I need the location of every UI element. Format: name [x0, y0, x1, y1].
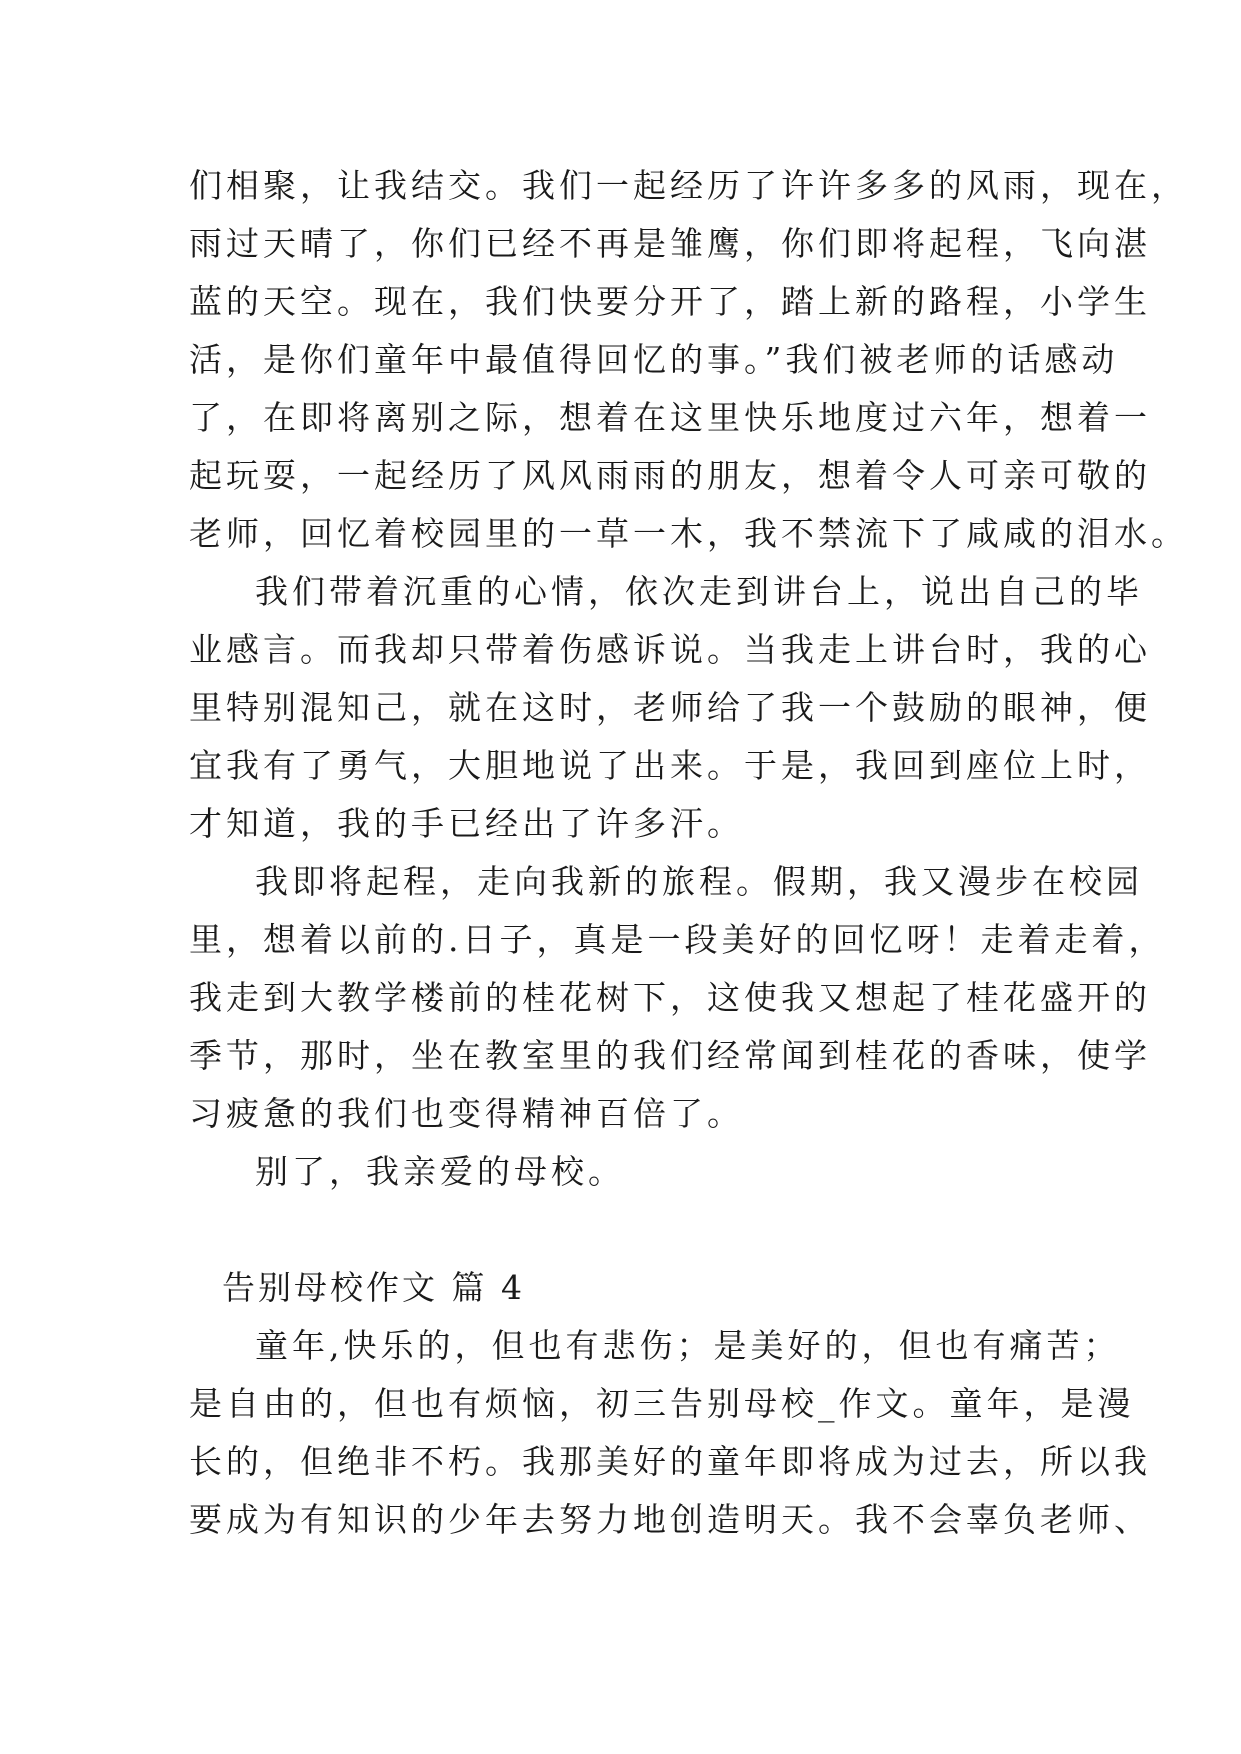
- paragraph-line: 童年,快乐的，但也有悲伤；是美好的，但也有痛苦；: [255, 1326, 1121, 1365]
- paragraph-line: 宜我有了勇气，大胆地说了出来。于是，我回到座位上时，: [189, 746, 1151, 785]
- paragraph-line: 起玩耍，一起经历了风风雨雨的朋友，想着令人可亲可敬的: [189, 456, 1151, 495]
- paragraph-line: 活，是你们童年中最值得回忆的事。”我们被老师的话感动: [189, 340, 1119, 379]
- paragraph-line: 里，想着以前的.日子，真是一段美好的回忆呀！走着走着，: [189, 920, 1166, 959]
- paragraph-line: 了，在即将离别之际，想着在这里快乐地度过六年，想着一: [189, 398, 1151, 437]
- paragraph-line: 老师，回忆着校园里的一草一木，我不禁流下了咸咸的泪水。: [189, 514, 1188, 553]
- section-heading: 告别母校作文 篇 4: [222, 1268, 525, 1307]
- paragraph-line: 里特别混知己，就在这时，老师给了我一个鼓励的眼神，便: [189, 688, 1151, 727]
- paragraph-line: 我们带着沉重的心情，依次走到讲台上，说出自己的毕: [255, 572, 1143, 611]
- paragraph-line: 才知道，我的手已经出了许多汗。: [189, 804, 744, 843]
- paragraph-line: 雨过天晴了，你们已经不再是雏鹰，你们即将起程，飞向湛: [189, 224, 1151, 263]
- paragraph-line: 习疲惫的我们也变得精神百倍了。: [189, 1094, 744, 1133]
- paragraph-line: 我即将起程，走向我新的旅程。假期，我又漫步在校园: [255, 862, 1143, 901]
- paragraph-line: 别了，我亲爱的母校。: [255, 1152, 625, 1191]
- paragraph-line: 是自由的，但也有烦恼，初三告别母校_作文。童年，是漫: [189, 1384, 1135, 1423]
- paragraph-line: 要成为有知识的少年去努力地创造明天。我不会辜负老师、: [189, 1500, 1151, 1539]
- paragraph-line: 们相聚，让我结交。我们一起经历了许许多多的风雨，现在，: [189, 166, 1188, 205]
- paragraph-line: 蓝的天空。现在，我们快要分开了，踏上新的路程，小学生: [189, 282, 1151, 321]
- paragraph-line: 我走到大教学楼前的桂花树下，这使我又想起了桂花盛开的: [189, 978, 1151, 1017]
- paragraph-line: 长的，但绝非不朽。我那美好的童年即将成为过去，所以我: [189, 1442, 1151, 1481]
- paragraph-line: 季节，那时，坐在教室里的我们经常闻到桂花的香味，使学: [189, 1036, 1151, 1075]
- paragraph-line: 业感言。而我却只带着伤感诉说。当我走上讲台时，我的心: [189, 630, 1151, 669]
